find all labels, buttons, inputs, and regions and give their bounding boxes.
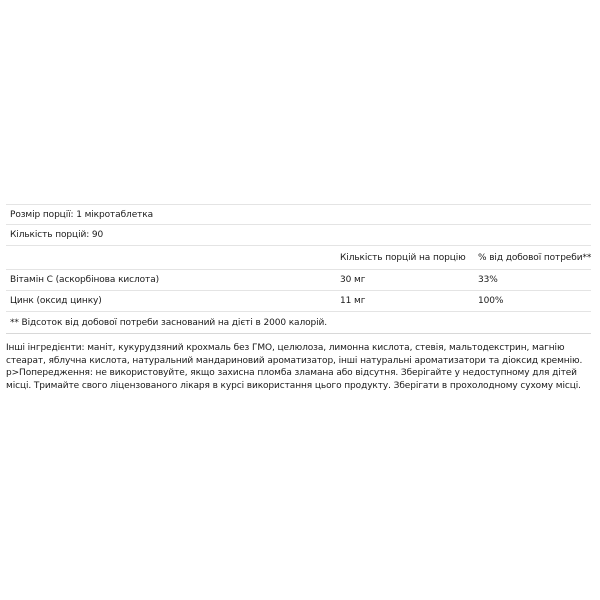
serving-size-row (6, 204, 591, 225)
servings-count-row (6, 225, 591, 246)
supplement-facts-table (6, 204, 591, 334)
footnote-row (6, 312, 591, 334)
table-header-row (6, 246, 591, 270)
warnings-text: p>Попередження: не використовуйте, якщо захисна пломба зламана або відсутня. Зберігайте у недоступному для дітей місці. Тримайте свого ліцензованого лікаря в курсі використання цього продукту. Зберігати в прохолодному сухому місці. (6, 368, 581, 391)
nutrient-name: Цинк (оксид цинку) (10, 296, 102, 306)
nutrient-daily-value: 33% (478, 275, 498, 285)
table-row (6, 270, 591, 291)
serving-size-text: Розмір порції: 1 мікротаблетка (10, 210, 154, 220)
nutrient-amount: 11 мг (340, 296, 366, 306)
header-daily-value: % від добової потреби** (478, 252, 592, 263)
footnote-text: ** Відсоток від добової потреби заснований на дієті в 2000 калорій. (10, 318, 328, 328)
table-row (6, 291, 591, 312)
nutrient-name: Вітамін С (аскорбінова кислота) (10, 275, 160, 285)
product-notes (6, 342, 588, 392)
header-amount: Кількість порцій на порцію (340, 252, 466, 263)
ingredients-text: Інші інгредієнти: маніт, кукурудзяний крохмаль без ГМО, целюлоза, лимонна кислота, стевія, мальтодекстрин, магнію стеарат, яблучна кислота, натуральний мандариновий ароматизатор, інші натуральні ароматизатори та діоксид кремнію. (6, 343, 583, 366)
nutrient-amount: 30 мг (340, 275, 366, 285)
nutrient-daily-value: 100% (478, 296, 504, 306)
servings-count-text: Кількість порцій: 90 (10, 230, 104, 240)
